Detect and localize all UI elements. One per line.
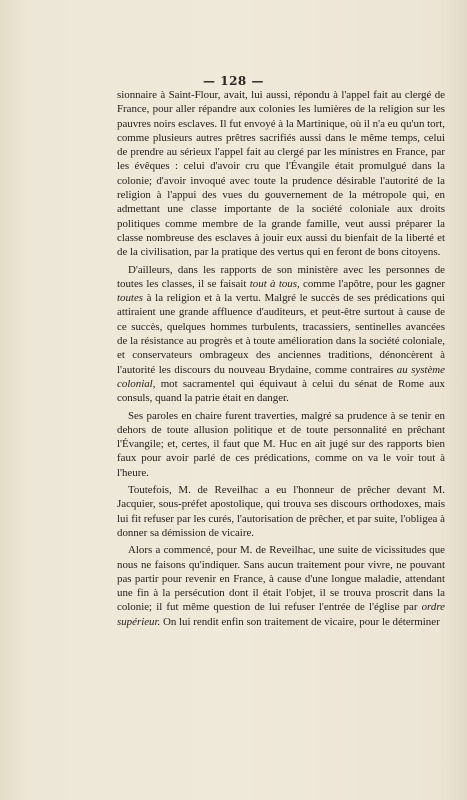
body-text [117, 88, 445, 632]
paragraph-4-text: Toutefois, M. de Reveilhac a eu l'honneur de prêcher devant M. Jacquier, sous-préfet apostolique, qui trouva ses discours orthodoxes, mais lui fit refuser par les curés, l'autorisation de prêcher, et par suite, l'obligea à donner sa démission de vicaire. [117, 484, 445, 539]
paragraph-2 [117, 263, 445, 406]
paragraph-2-italic-a: tout à tous, [249, 277, 300, 290]
paragraph-2-italic-c: au système colonial, [117, 363, 445, 390]
paragraph-2-text-d: mot sacramentel qui équivaut à celui du sénat de Rome aux consuls, quand la patrie était en danger. [117, 377, 445, 405]
paragraph-2-text-b: comme l'apôtre, pour les gagner [299, 277, 446, 290]
paragraph-2-text-a: D'ailleurs, dans les rapports de son ministère avec les personnes de toutes les classes, il se faisait [117, 263, 445, 290]
paragraph-5-text-b: On lui rendit enfin son traitement de vicaire, pour le déterminer [160, 615, 440, 628]
paragraph-5 [117, 543, 445, 629]
paragraph-2-text-c: à la religion et à la vertu. Malgré le succès de ses prédications qui attiraient une grande affluence d'auditeurs, et peut-être surtout à cause de ce succès, quelques hommes turbulents, tracassiers, sentinelles avancées de la résistance au progrès et à toute amélioration dans la société coloniale, et conservateurs ombrageux des anciennes traditions, dénoncèrent à l'autorité les discours du nouveau Brydaine, comme contraires [117, 292, 445, 376]
paragraph-3 [117, 409, 445, 480]
paragraph-5-italic-a: ordre supérieur. [117, 601, 445, 628]
paragraph-1-text: sionnaire à Saint-Flour, avait, lui aussi, répondu à l'appel fait au clergé de France, pour aller répandre aux colonies les lumières de la religion sur les pauvres noirs esclaves. Il fut envoyé à la Martinique, où il n'a eu qu'un tort, comme plusieurs autres prêtres sacrifiés aussi dans le même temps, celui de prendre au sérieux l'appel fait au clergé par les ministres en France, par les évêques : celui d'avoir cru que l'Évangile était promulgué dans la colonie; d'avoir invoqué avec toute la prudence désirable l'autorité de la religion à l'appui des vues du gouvernement de la métropole qui, en admettant une classe importante de la société coloniale aux droits politiques comme membre de la grande famille, veut aussi préparer la classe nombreuse des esclaves à jouir eux aussi du bienfait de la liberté et de la civilisation, par la pratique des vertus qui en feront de bons citoyens. [117, 89, 445, 259]
page-number: — 128 — [203, 74, 264, 88]
paragraph-4 [117, 483, 445, 540]
paragraph-1 [117, 88, 445, 260]
paragraph-2-italic-b: toutes [117, 292, 144, 305]
paragraph-3-text: Ses paroles en chaire furent traverties, malgré sa prudence à se tenir en dehors de toute allusion politique et de toute personnalité en prêchant l'Évangile; et, certes, il faut que M. Huc en ait jugé sur des rapports bien faux pour avoir parlé de ces prédications, comme on va le voir tout à l'heure. [117, 409, 445, 479]
paragraph-5-text-a: Alors a commencé, pour M. de Reveilhac, une suite de vicissitudes que nous ne faisons qu'indiquer. Sans aucun traitement pour vivre, ne pouvant pas partir pour revenir en France, à cause d'une longue maladie, attendant une fin à la persécution dont il était l'objet, il se trouva proscrit dans la colonie; il fut même question de lui refuser l'entrée de l'église par [117, 544, 445, 614]
